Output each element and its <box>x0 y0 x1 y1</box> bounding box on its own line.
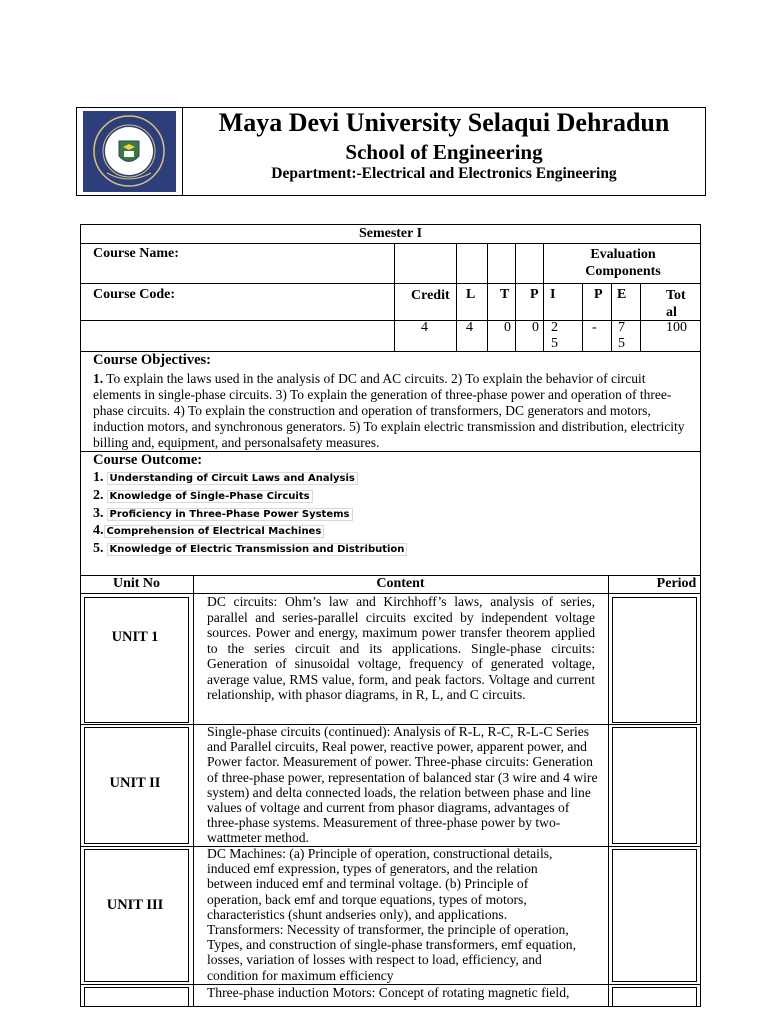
logo-cell <box>77 108 183 195</box>
outcome-label: Knowledge of Electric Transmission and Distribution <box>107 543 408 556</box>
outcome-number: 3. <box>93 506 104 521</box>
outcome-label: Knowledge of Single-Phase Circuits <box>107 490 313 503</box>
unit-label: UNIT III <box>106 897 164 913</box>
col-divider <box>608 575 609 1007</box>
outcomes-heading: Course Outcome: <box>93 452 203 468</box>
unit-content: Three-phase induction Motors: Concept of rotating magnetic field, <box>207 985 570 1000</box>
col-divider <box>582 283 583 351</box>
outcome-number: 2. <box>93 488 104 503</box>
row-divider <box>80 320 701 321</box>
col-divider <box>456 243 457 351</box>
period-cell-box <box>612 849 697 982</box>
p-header: P <box>530 287 539 302</box>
p2-value: - <box>592 320 597 335</box>
content-header: Content <box>376 576 425 591</box>
e-header: E <box>617 287 627 302</box>
university-logo <box>83 111 176 192</box>
department-name: Department:-Electrical and Electronics Engineering <box>271 165 617 182</box>
outcome-item <box>93 469 358 487</box>
outcome-item <box>93 540 407 558</box>
outcome-item <box>93 505 353 523</box>
outcome-label: Understanding of Circuit Laws and Analysis <box>107 472 358 485</box>
total-header: Total <box>666 288 686 320</box>
unit-content: DC circuits: Ohm’s law and Kirchhoff’s laws, analysis of series, parallel and series-parallel circuits excited by independent voltage sources. Power and energy, maximum power transfer theorem applied to the series circuit and its applications. Single-phase circuits: Generation of sinusoidal voltage, frequency of generated voltage, average value, RMS value, form, and peak factors. Voltage and current relationship, with phasor diagrams, in R, L, and C circuits. <box>207 594 595 702</box>
i-header: I <box>550 287 556 302</box>
i-value: 25 <box>551 320 558 351</box>
l-value: 4 <box>466 320 473 335</box>
outcome-label: Comprehension of Electrical Machines <box>104 525 325 538</box>
outcome-label: Proficiency in Three-Phase Power Systems <box>107 508 353 521</box>
e-value: 75 <box>618 320 625 351</box>
col-divider <box>640 283 641 351</box>
semester-title: Semester I <box>358 226 423 241</box>
period-cell-box <box>612 597 697 723</box>
p-value: 0 <box>532 320 539 335</box>
row-divider <box>80 283 701 284</box>
unit-label: UNIT II <box>109 775 161 791</box>
period-cell-box <box>612 727 697 844</box>
col-divider <box>611 283 612 351</box>
t-header: T <box>500 287 510 302</box>
row-divider <box>80 243 701 244</box>
outcome-item <box>93 487 313 505</box>
unit-label: UNIT 1 <box>111 629 159 645</box>
col-divider <box>515 243 516 351</box>
col-divider <box>543 243 544 351</box>
school-name: School of Engineering <box>345 140 543 164</box>
unit-no-header: Unit No <box>112 576 161 591</box>
period-header: Period <box>656 576 697 591</box>
credit-header: Credit <box>411 288 450 303</box>
l-header: L <box>466 287 476 302</box>
p2-header: P <box>594 287 603 302</box>
outcome-number: 4. <box>93 523 104 538</box>
unit-content: Single-phase circuits (continued): Analysis of R-L, R-C, R-L-C Series and Parallel circuits, Real power, reactive power, apparent power, and Power factor. Measurement of power. Three-phase circuits: Generation of three-phase power, representation of balanced star (3 wire and 4 wire system) and delta connected loads, the relation between phase and line values of voltage and current from phasor diagrams, advantages of three-phase systems. Measurement of three-phase power by two-wattmeter method. <box>207 724 598 846</box>
header-box <box>76 107 706 196</box>
unit-content: DC Machines: (a) Principle of operation, constructional details, induced emf expression, types of generators, and the relation between induced emf and terminal voltage. (b) Principle of operation, back emf and torque equations, types of motors, characteristics (shunt andseries only), and applications. Transformers: Necessity of transformer, the principle of operation, Types, and construction of single-phase transformers, emf equation, losses, variation of losses with respect to load, efficiency, and condition for maximum efficiency <box>207 846 576 983</box>
course-code-label: Course Code: <box>93 287 176 302</box>
outcome-item <box>93 522 324 540</box>
total-value: 100 <box>666 320 687 335</box>
period-cell-box <box>612 987 697 1007</box>
university-name: Maya Devi University Selaqui Dehradun <box>218 108 670 137</box>
t-value: 0 <box>504 320 511 335</box>
col-divider <box>394 243 395 351</box>
objectives-text <box>93 371 693 451</box>
objectives-number: 1. <box>93 371 104 386</box>
objectives-heading: Course Objectives: <box>93 352 211 368</box>
course-name-label: Course Name: <box>93 246 179 261</box>
unit-cell-box <box>84 597 189 723</box>
evaluation-components-label: Evaluation Components <box>585 247 661 279</box>
objectives-body: To explain the laws used in the analysis of DC and AC circuits. 2) To explain the behavior of circuit elements in single-phase circuits. 3) To explain the generation of three-phase power and operation of three-phase circuits. 4) To explain the construction and operation of transformers, DC generators and motors, induction motors, and synchronous generators. 5) To explain electric transmission and distribution, electricity billing and, equipment, and personalsafety measures. <box>93 371 685 450</box>
unit-cell-box <box>84 987 189 1007</box>
outcome-number: 5. <box>93 541 104 556</box>
unit-cell-box <box>84 849 189 982</box>
col-divider <box>487 243 488 351</box>
col-divider <box>193 575 194 1007</box>
outcome-number: 1. <box>93 470 104 485</box>
credit-value: 4 <box>421 320 428 335</box>
